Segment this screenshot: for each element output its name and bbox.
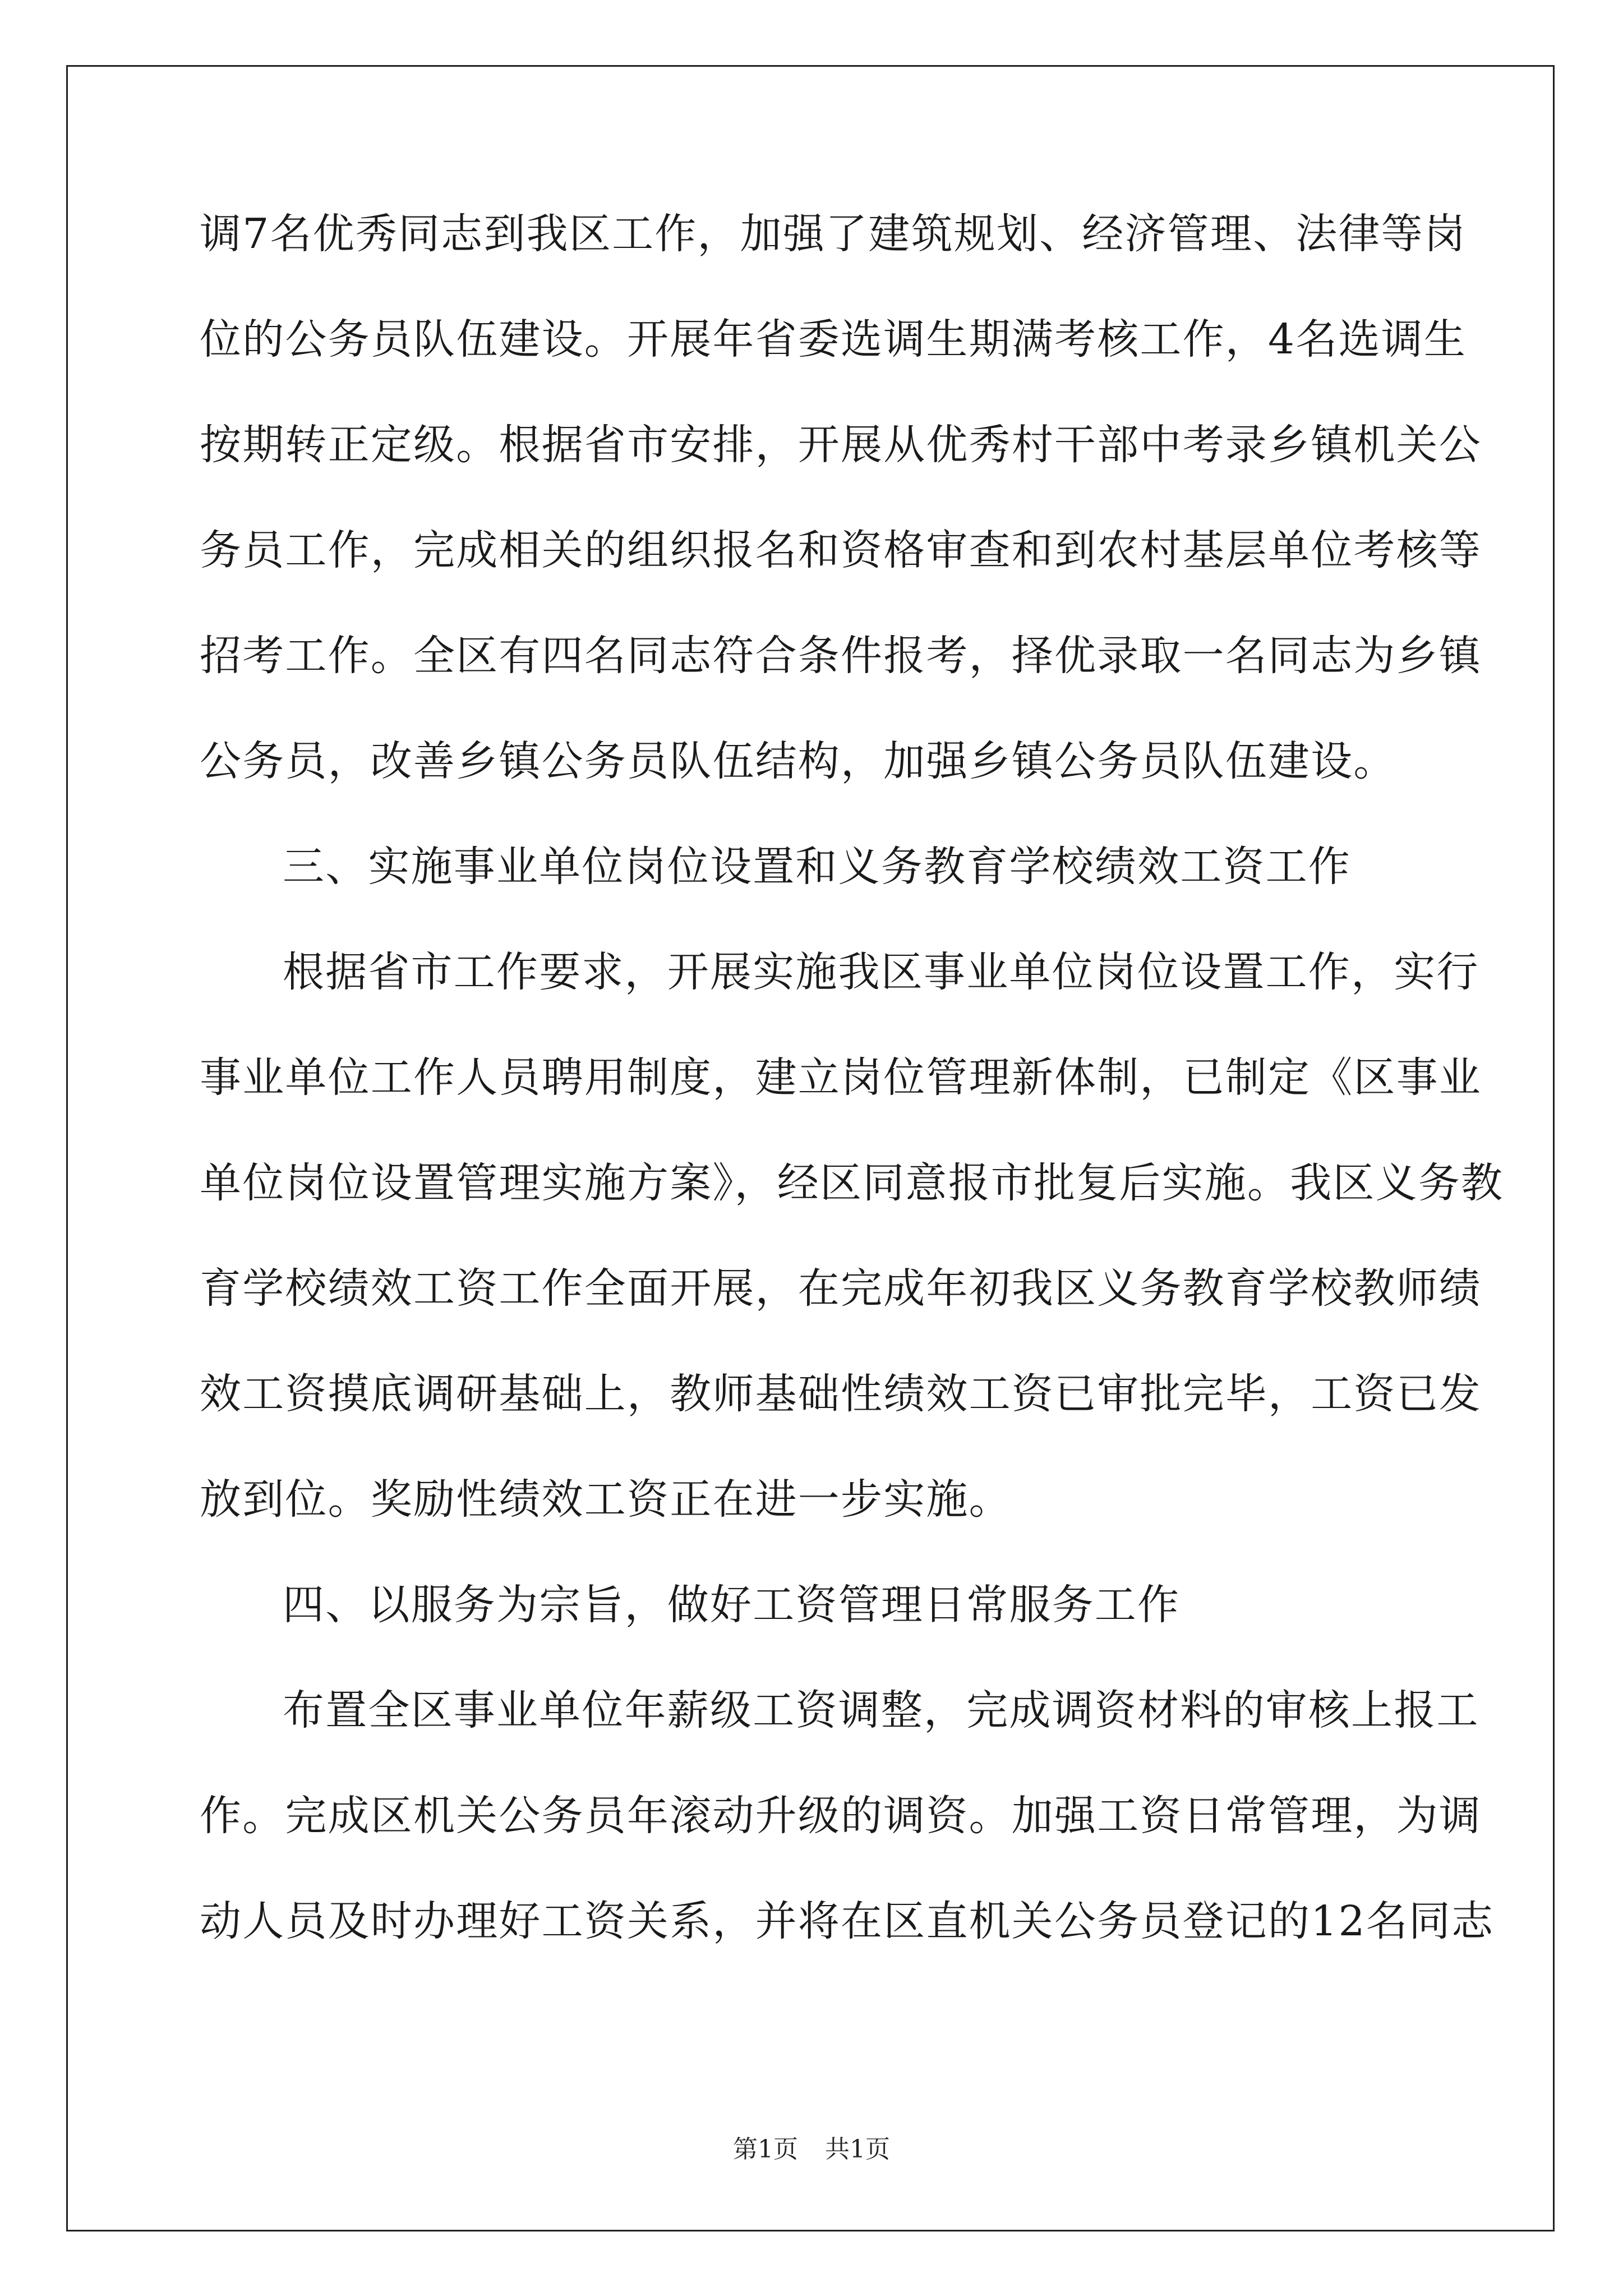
paragraph-line: 事业单位工作人员聘用制度，建立岗位管理新体制，已制定《区事业	[200, 1053, 1482, 1102]
paragraph-line: 放到位。奖励性绩效工资正在进一步实施。	[200, 1475, 1012, 1524]
paragraph-line: 公务员，改善乡镇公务员队伍结构，加强乡镇公务员队伍建设。	[200, 737, 1396, 785]
page-total: 共1页	[825, 2135, 890, 2164]
section-heading: 三、实施事业单位岗位设置和义务教育学校绩效工资工作	[283, 843, 1351, 891]
paragraph-line: 招考工作。全区有四名同志符合条件报考，择优录取一名同志为乡镇	[200, 632, 1482, 680]
paragraph-line: 位的公务员队伍建设。开展年省委选调生期满考核工作，4名选调生	[200, 315, 1467, 364]
paragraph-line: 效工资摸底调研基础上，教师基础性绩效工资已审批完毕，工资已发	[200, 1370, 1482, 1418]
paragraph-line: 作。完成区机关公务员年滚动升级的调资。加强工资日常管理，为调	[200, 1792, 1482, 1840]
paragraph-line: 单位岗位设置管理实施方案》，经区同意报市批复后实施。我区义务教	[200, 1159, 1504, 1207]
page-footer	[0, 2137, 1623, 2162]
paragraph-line: 调7名优秀同志到我区工作，加强了建筑规划、经济管理、法律等岗	[200, 210, 1467, 258]
paragraph-line: 育学校绩效工资工作全面开展，在完成年初我区义务教育学校教师绩	[200, 1264, 1482, 1313]
section-heading: 四、以服务为宗旨，做好工资管理日常服务工作	[283, 1581, 1181, 1629]
paragraph-line: 务员工作，完成相关的组织报名和资格审查和到农村基层单位考核等	[200, 526, 1482, 574]
page-number: 第1页	[733, 2135, 798, 2164]
paragraph-line: 动人员及时办理好工资关系，并将在区直机关公务员登记的12名同志	[200, 1897, 1495, 1945]
document-body	[200, 210, 1504, 2006]
paragraph-line: 按期转正定级。根据省市安排，开展从优秀村干部中考录乡镇机关公	[200, 421, 1482, 469]
paragraph-line: 布置全区事业单位年薪级工资调整，完成调资材料的审核上报工	[283, 1686, 1479, 1734]
paragraph-line: 根据省市工作要求，开展实施我区事业单位岗位设置工作，实行	[283, 948, 1479, 996]
